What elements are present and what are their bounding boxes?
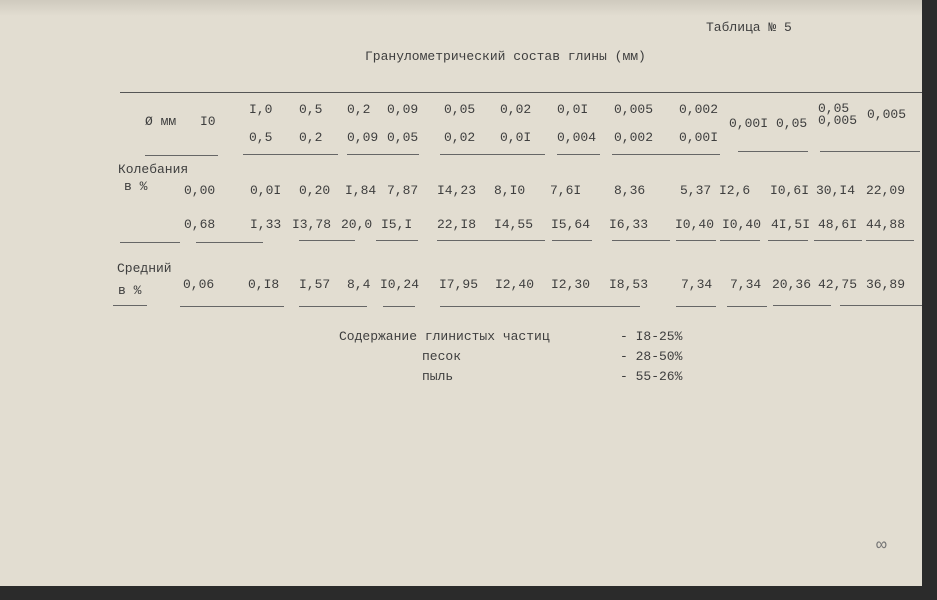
header-range-top: 0,0I <box>557 102 589 117</box>
clay-content-label: Содержание глинистых частиц <box>339 329 550 344</box>
silt-value: - 55-26% <box>620 369 683 384</box>
top-rule <box>120 92 922 93</box>
underline <box>113 305 147 306</box>
header-range-bottom: 0,002 <box>614 130 654 145</box>
header-range-top: 0,09 <box>387 102 419 117</box>
table-title: Гранулометрический состав глины (мм) <box>365 49 646 64</box>
underline <box>196 242 263 243</box>
underline <box>383 306 415 307</box>
variation-label: Колебания <box>118 162 189 177</box>
variation-min: 0,0I <box>250 183 282 198</box>
header-range-top: I,0 <box>249 102 273 117</box>
header-range-top: 0,002 <box>679 102 719 117</box>
variation-max: 4I,5I <box>771 217 811 232</box>
underline <box>738 151 808 152</box>
average-value: I8,53 <box>609 277 649 292</box>
average-value: 0,I8 <box>248 277 280 292</box>
header-range-top: 0,2 <box>347 102 371 117</box>
variation-max: I0,40 <box>722 217 762 232</box>
variation-max: I4,55 <box>494 217 534 232</box>
underline <box>243 154 338 155</box>
variation-max: I5,64 <box>551 217 591 232</box>
underline <box>440 154 545 155</box>
header-range-bottom: 0,5 <box>249 130 273 145</box>
underline <box>145 155 218 156</box>
underline <box>376 240 418 241</box>
average-value: I0,24 <box>380 277 420 292</box>
sand-value: - 28-50% <box>620 349 683 364</box>
average-value: I2,40 <box>495 277 535 292</box>
underline <box>552 240 592 241</box>
clay-content-value: - I8-25% <box>620 329 683 344</box>
header-range-top: 0,02 <box>500 102 532 117</box>
variation-max: 22,I8 <box>437 217 477 232</box>
underline <box>299 306 367 307</box>
underline <box>727 306 767 307</box>
underline <box>347 154 419 155</box>
average-value: 0,06 <box>183 277 215 292</box>
underline <box>440 306 640 307</box>
underline <box>612 240 670 241</box>
variation-min: 0,20 <box>299 183 331 198</box>
underline <box>820 151 920 152</box>
variation-max: I6,33 <box>609 217 649 232</box>
underline <box>180 306 284 307</box>
average-label-unit: в % <box>118 283 142 298</box>
variation-max: 48,6I <box>818 217 858 232</box>
underline <box>720 240 760 241</box>
average-value: 42,75 <box>818 277 858 292</box>
variation-min: I4,23 <box>437 183 477 198</box>
variation-min: 22,09 <box>866 183 906 198</box>
underline <box>676 240 716 241</box>
underline <box>299 240 355 241</box>
variation-max: I3,78 <box>292 217 332 232</box>
header-size: 0,005 <box>818 113 858 128</box>
average-value: I2,30 <box>551 277 591 292</box>
table-number: Таблица № 5 <box>706 20 792 35</box>
header-size: 0,00I <box>729 116 769 131</box>
average-value: I,57 <box>299 277 331 292</box>
page-binding-edge <box>0 0 922 16</box>
variation-min: 30,I4 <box>816 183 856 198</box>
underline <box>866 240 914 241</box>
header-range-bottom: 0,09 <box>347 130 379 145</box>
variation-label-unit: в % <box>124 179 148 194</box>
variation-min: 7,87 <box>387 183 419 198</box>
pencil-mark-icon: ∞ <box>876 536 887 556</box>
variation-min: I0,6I <box>770 183 810 198</box>
header-range-bottom: 0,0I <box>500 130 532 145</box>
variation-max: 44,88 <box>866 217 906 232</box>
header-range-bottom: 0,00I <box>679 130 719 145</box>
variation-max: I,33 <box>250 217 282 232</box>
header-range-top: 0,005 <box>614 102 654 117</box>
variation-min: I2,6 <box>719 183 751 198</box>
variation-min: 0,00 <box>184 183 216 198</box>
variation-min: 8,I0 <box>494 183 526 198</box>
average-value: 7,34 <box>730 277 762 292</box>
diameter-label: Ø мм <box>145 114 177 129</box>
variation-min: 7,6I <box>550 183 582 198</box>
header-size: 0,05 <box>776 116 808 131</box>
average-value: 7,34 <box>681 277 713 292</box>
underline <box>437 240 545 241</box>
underline <box>768 240 808 241</box>
header-size: 0,05 <box>818 101 850 116</box>
average-label: Средний <box>117 261 172 276</box>
header-range-bottom: 0,2 <box>299 130 323 145</box>
silt-label: пыль <box>422 369 454 384</box>
variation-max: I5,I <box>381 217 413 232</box>
variation-max: 0,68 <box>184 217 216 232</box>
header-range-bottom: 0,05 <box>387 130 419 145</box>
underline <box>814 240 862 241</box>
underline <box>120 242 180 243</box>
header-range-top: 0,05 <box>444 102 476 117</box>
variation-min: 8,36 <box>614 183 646 198</box>
header-size: 0,005 <box>867 107 907 122</box>
header-range-bottom: 0,02 <box>444 130 476 145</box>
header-range-top: 0,5 <box>299 102 323 117</box>
average-value: I7,95 <box>439 277 479 292</box>
header-size: I0 <box>200 114 216 129</box>
average-value: 36,89 <box>866 277 906 292</box>
underline <box>773 305 831 306</box>
variation-min: I,84 <box>345 183 377 198</box>
variation-max: I0,40 <box>675 217 715 232</box>
variation-max: 20,0 <box>341 217 373 232</box>
average-value: 8,4 <box>347 277 371 292</box>
underline <box>840 305 922 306</box>
sand-label: песок <box>422 349 462 364</box>
underline <box>557 154 600 155</box>
underline <box>676 306 716 307</box>
header-range-bottom: 0,004 <box>557 130 597 145</box>
average-value: 20,36 <box>772 277 812 292</box>
variation-min: 5,37 <box>680 183 712 198</box>
underline <box>612 154 720 155</box>
